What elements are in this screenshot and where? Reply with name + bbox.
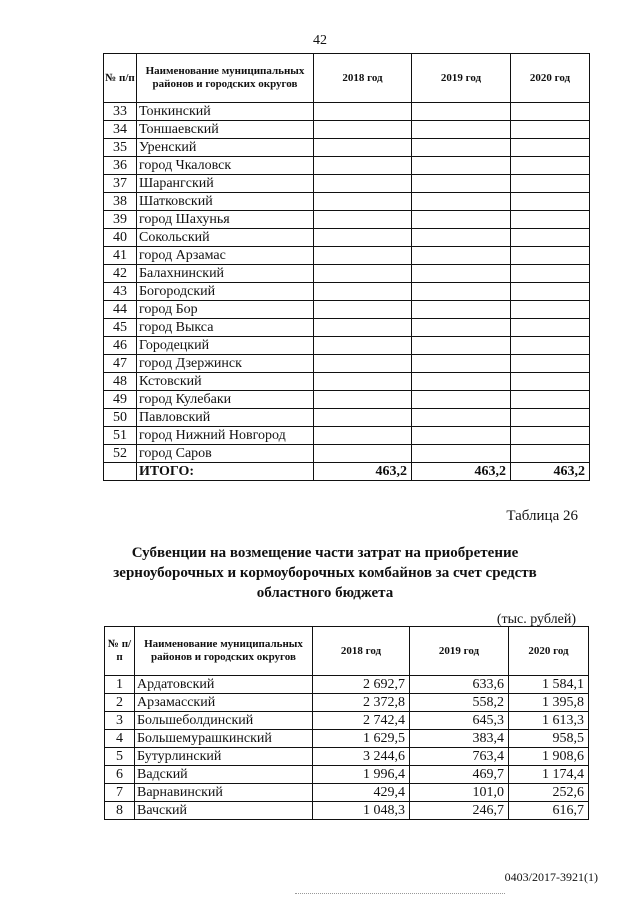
cell-value-2018 [314, 373, 412, 391]
cell-value-2019 [412, 265, 511, 283]
table-row [104, 355, 590, 373]
cell-value-2018: 2 692,7 [313, 676, 410, 694]
header-value-2018: 2018 год [313, 627, 410, 676]
cell-value-2020 [511, 175, 590, 193]
cell-value-2019 [412, 391, 511, 409]
cell-row-number: 43 [104, 283, 137, 301]
cell-district-name: ИТОГО: [137, 463, 314, 481]
header-district-name: Наименование муниципальных районов и городских округов [137, 54, 314, 103]
table-row [104, 211, 590, 229]
cell-district-name: Балахнинский [137, 265, 314, 283]
cell-value-2019: 469,7 [410, 766, 509, 784]
cell-value-2020 [511, 427, 590, 445]
footer-divider [295, 893, 505, 894]
cell-value-2018: 1 629,5 [313, 730, 410, 748]
cell-row-number: 5 [105, 748, 135, 766]
cell-row-number: 52 [104, 445, 137, 463]
cell-value-2020: 1 395,8 [509, 694, 589, 712]
table-row [104, 229, 590, 247]
cell-row-number: 4 [105, 730, 135, 748]
table-row [104, 337, 590, 355]
cell-row-number: 37 [104, 175, 137, 193]
cell-value-2020: 1 613,3 [509, 712, 589, 730]
cell-district-name: Тоншаевский [137, 121, 314, 139]
cell-value-2020 [511, 301, 590, 319]
table-row [104, 139, 590, 157]
table-row [105, 730, 589, 748]
cell-value-2018 [314, 427, 412, 445]
cell-value-2018 [314, 391, 412, 409]
cell-value-2018: 2 742,4 [313, 712, 410, 730]
header-row-number: № п/п [105, 627, 135, 676]
cell-value-2018 [314, 139, 412, 157]
cell-value-2020 [511, 445, 590, 463]
cell-value-2019 [412, 193, 511, 211]
cell-district-name: город Арзамас [137, 247, 314, 265]
cell-value-2020 [511, 139, 590, 157]
cell-value-2018 [314, 337, 412, 355]
cell-value-2020 [511, 283, 590, 301]
cell-value-2019 [412, 139, 511, 157]
cell-value-2018 [314, 301, 412, 319]
page-number: 42 [313, 33, 327, 48]
cell-value-2020 [511, 121, 590, 139]
cell-row-number: 8 [105, 802, 135, 820]
cell-value-2018 [314, 157, 412, 175]
table-row [105, 766, 589, 784]
header-value-2020: 2020 год [511, 54, 590, 103]
cell-value-2019: 558,2 [410, 694, 509, 712]
cell-district-name: город Выкса [137, 319, 314, 337]
cell-value-2018: 429,4 [313, 784, 410, 802]
cell-district-name: Ардатовский [135, 676, 313, 694]
cell-district-name: город Дзержинск [137, 355, 314, 373]
cell-value-2019 [412, 229, 511, 247]
cell-value-2020 [511, 103, 590, 121]
table-row [105, 802, 589, 820]
table-subsidies [104, 626, 589, 820]
cell-row-number: 50 [104, 409, 137, 427]
cell-value-2020 [511, 247, 590, 265]
table-row [105, 712, 589, 730]
cell-row-number: 46 [104, 337, 137, 355]
cell-row-number: 48 [104, 373, 137, 391]
cell-value-2019 [412, 337, 511, 355]
cell-value-2020 [511, 373, 590, 391]
cell-value-2020 [511, 229, 590, 247]
cell-value-2020: 1 584,1 [509, 676, 589, 694]
cell-row-number: 35 [104, 139, 137, 157]
cell-value-2019 [412, 175, 511, 193]
cell-value-2019 [412, 211, 511, 229]
cell-value-2018 [314, 121, 412, 139]
table-heading: Субвенции на возмещение части затрат на приобретение зерноуборочных и кормоуборочных комбайнов за счет средств областного бюджета [113, 545, 537, 601]
cell-value-2018 [314, 211, 412, 229]
cell-district-name: город Нижний Новгород [137, 427, 314, 445]
cell-row-number: 41 [104, 247, 137, 265]
cell-district-name: Вадский [135, 766, 313, 784]
cell-value-2020 [511, 211, 590, 229]
cell-district-name: Большемурашкинский [135, 730, 313, 748]
cell-district-name: Арзамасский [135, 694, 313, 712]
cell-row-number: 51 [104, 427, 137, 445]
cell-value-2019 [412, 283, 511, 301]
cell-value-2019 [412, 373, 511, 391]
cell-row-number: 34 [104, 121, 137, 139]
cell-district-name: Большеболдинский [135, 712, 313, 730]
cell-district-name: город Саров [137, 445, 314, 463]
table-row [104, 265, 590, 283]
cell-row-number: 44 [104, 301, 137, 319]
cell-value-2019 [412, 409, 511, 427]
table-row [104, 247, 590, 265]
cell-district-name: город Кулебаки [137, 391, 314, 409]
cell-value-2018: 463,2 [314, 463, 412, 481]
cell-value-2019 [412, 445, 511, 463]
cell-value-2020: 616,7 [509, 802, 589, 820]
cell-value-2018 [314, 247, 412, 265]
cell-row-number: 2 [105, 694, 135, 712]
cell-district-name: Городецкий [137, 337, 314, 355]
table-row [104, 157, 590, 175]
cell-value-2020 [511, 157, 590, 175]
cell-district-name: Бутурлинский [135, 748, 313, 766]
cell-value-2020: 1 174,4 [509, 766, 589, 784]
cell-row-number: 45 [104, 319, 137, 337]
header-district-name: Наименование муниципальных районов и городских округов [135, 627, 313, 676]
cell-value-2018 [314, 265, 412, 283]
cell-district-name: Уренский [137, 139, 314, 157]
table-row [104, 427, 590, 445]
table-row [105, 676, 589, 694]
cell-value-2018 [314, 103, 412, 121]
cell-value-2019 [412, 157, 511, 175]
cell-row-number: 47 [104, 355, 137, 373]
cell-district-name: город Чкаловск [137, 157, 314, 175]
table-row [104, 463, 590, 481]
cell-value-2018 [314, 319, 412, 337]
cell-value-2018: 2 372,8 [313, 694, 410, 712]
cell-value-2020: 463,2 [511, 463, 590, 481]
table-continuation [103, 53, 590, 481]
units-label: (тыс. рублей) [496, 612, 576, 627]
document-code: 0403/2017-3921(1) [504, 870, 598, 884]
table-row [105, 748, 589, 766]
cell-value-2019: 645,3 [410, 712, 509, 730]
cell-row-number: 40 [104, 229, 137, 247]
cell-value-2019: 463,2 [412, 463, 511, 481]
cell-value-2018 [314, 193, 412, 211]
cell-district-name: Сокольский [137, 229, 314, 247]
cell-value-2020 [511, 355, 590, 373]
cell-district-name: Варнавинский [135, 784, 313, 802]
cell-row-number: 36 [104, 157, 137, 175]
cell-value-2019 [412, 355, 511, 373]
cell-value-2020 [511, 391, 590, 409]
cell-value-2020 [511, 409, 590, 427]
cell-value-2018 [314, 409, 412, 427]
cell-value-2019 [412, 121, 511, 139]
cell-district-name: город Бор [137, 301, 314, 319]
cell-value-2019: 383,4 [410, 730, 509, 748]
cell-value-2019 [412, 103, 511, 121]
cell-district-name: Шарангский [137, 175, 314, 193]
table-row [104, 121, 590, 139]
header-value-2020: 2020 год [509, 627, 589, 676]
cell-district-name: Павловский [137, 409, 314, 427]
cell-row-number: 39 [104, 211, 137, 229]
header-row-number: № п/п [104, 54, 137, 103]
cell-district-name: Шатковский [137, 193, 314, 211]
cell-value-2019: 101,0 [410, 784, 509, 802]
table-label: Таблица 26 [506, 508, 578, 524]
cell-row-number: 49 [104, 391, 137, 409]
table-row [104, 193, 590, 211]
header-value-2019: 2019 год [412, 54, 511, 103]
cell-value-2018: 1 048,3 [313, 802, 410, 820]
table-row [104, 175, 590, 193]
cell-value-2019 [412, 247, 511, 265]
cell-district-name: Тонкинский [137, 103, 314, 121]
cell-value-2018 [314, 445, 412, 463]
table-row [105, 784, 589, 802]
header-value-2018: 2018 год [314, 54, 412, 103]
table-row [104, 409, 590, 427]
cell-row-number: 6 [105, 766, 135, 784]
cell-value-2018: 1 996,4 [313, 766, 410, 784]
header-value-2019: 2019 год [410, 627, 509, 676]
cell-row-number [104, 463, 137, 481]
cell-value-2018 [314, 175, 412, 193]
cell-row-number: 38 [104, 193, 137, 211]
cell-row-number: 3 [105, 712, 135, 730]
cell-row-number: 42 [104, 265, 137, 283]
cell-district-name: Кстовский [137, 373, 314, 391]
cell-value-2019 [412, 427, 511, 445]
table-row [104, 373, 590, 391]
cell-district-name: город Шахунья [137, 211, 314, 229]
cell-value-2019: 763,4 [410, 748, 509, 766]
table-row [104, 283, 590, 301]
table-row [104, 391, 590, 409]
cell-district-name: Богородский [137, 283, 314, 301]
cell-row-number: 33 [104, 103, 137, 121]
cell-value-2020: 1 908,6 [509, 748, 589, 766]
cell-value-2019 [412, 301, 511, 319]
cell-value-2020: 252,6 [509, 784, 589, 802]
table-row [104, 301, 590, 319]
table-row [105, 694, 589, 712]
cell-value-2019 [412, 319, 511, 337]
cell-value-2020 [511, 319, 590, 337]
cell-value-2019: 246,7 [410, 802, 509, 820]
table-row [104, 445, 590, 463]
table-row [104, 319, 590, 337]
cell-value-2019: 633,6 [410, 676, 509, 694]
cell-value-2020 [511, 337, 590, 355]
cell-value-2018 [314, 283, 412, 301]
cell-district-name: Вачский [135, 802, 313, 820]
cell-row-number: 7 [105, 784, 135, 802]
cell-value-2020 [511, 265, 590, 283]
cell-value-2018 [314, 355, 412, 373]
cell-value-2018: 3 244,6 [313, 748, 410, 766]
cell-row-number: 1 [105, 676, 135, 694]
cell-value-2020: 958,5 [509, 730, 589, 748]
cell-value-2018 [314, 229, 412, 247]
table-row [104, 103, 590, 121]
cell-value-2020 [511, 193, 590, 211]
